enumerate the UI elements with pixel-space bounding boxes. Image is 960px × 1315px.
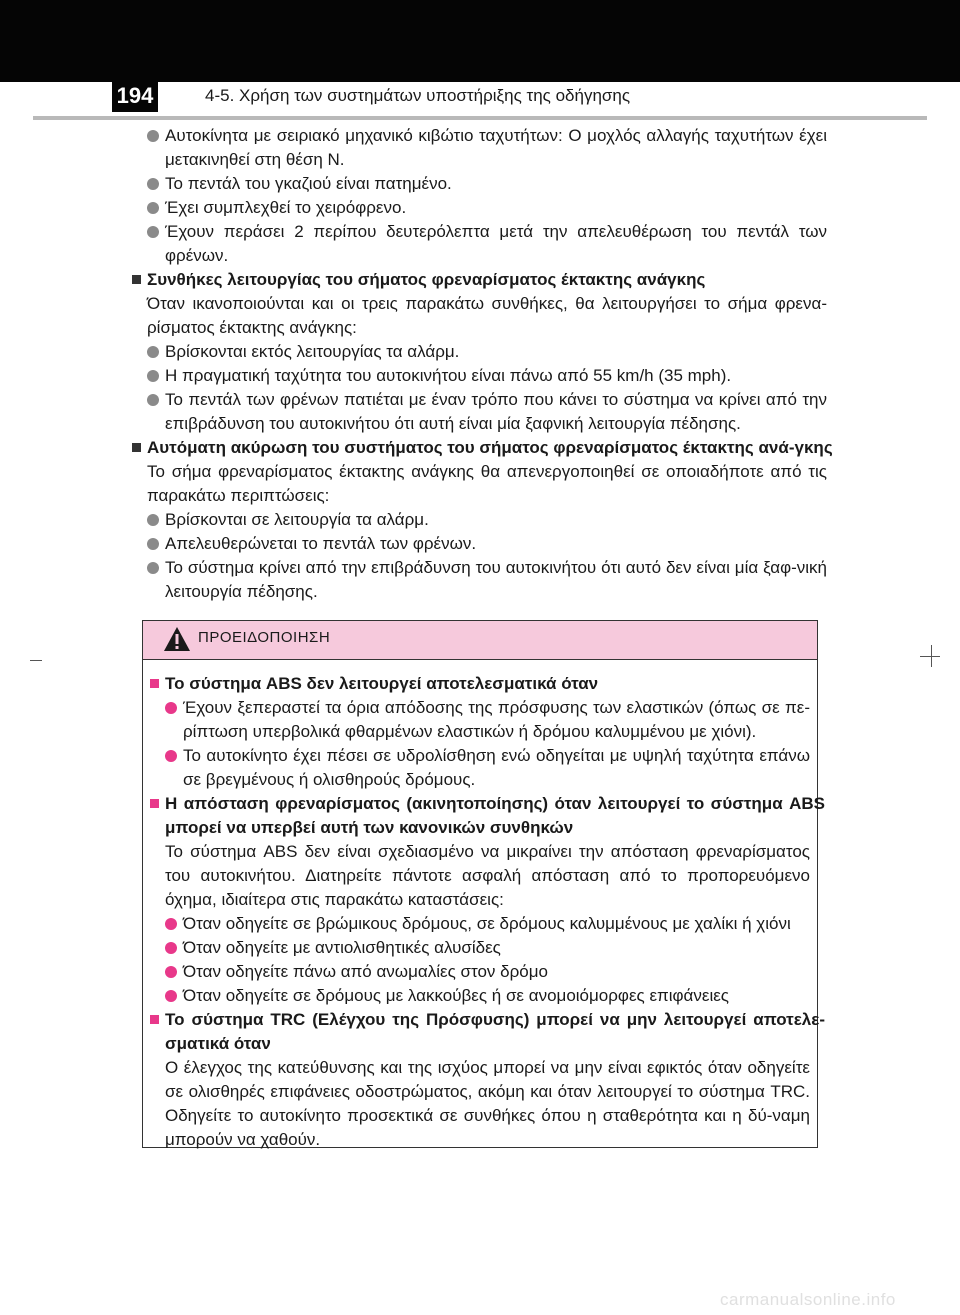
list-item: Έχει συμπλεχθεί το χειρόφρενο. [147, 196, 827, 220]
list-item: Βρίσκονται εκτός λειτουργίας τα αλάρμ. [147, 340, 827, 364]
chapter-title: 4-5. Χρήση των συστημάτων υποστήριξης της οδήγησης [205, 86, 631, 105]
warning-triangle-icon [163, 625, 191, 653]
square-bullet-icon [132, 275, 141, 284]
watermark-text: carmanualsonline.info [720, 1290, 896, 1309]
main-content [147, 124, 833, 604]
warning-header [143, 621, 817, 660]
list-item: Όταν οδηγείτε σε βρώμικους δρόμους, σε δρόμους καλυμμένους με χαλίκι ή χιόνι [165, 912, 810, 936]
bullet-dot-icon [165, 750, 177, 762]
warning-title: ΠΡΟΕΙΔΟΠΟΙΗΣΗ [198, 629, 331, 646]
section-auto-cancel [147, 436, 833, 604]
section-heading: Το σύστημα TRC (Ελέγχου της Πρόσφυσης) μπορεί να μην λειτουργεί αποτελε-σματικά όταν [150, 1008, 825, 1056]
page-number: 194 [112, 80, 158, 112]
section-heading: Αυτόματη ακύρωση του συστήματος του σήματος φρεναρίσματος έκτακτης ανά-γκης [132, 436, 842, 460]
section-text: Ο έλεγχος της κατεύθυνσης και της ισχύος μπορεί να μην είναι εφικτός όταν οδηγείτε σε ολισθηρές επιφάνειες οδοστρώματος, ακόμη και όταν λειτουργεί το σύστημα TRC. Οδηγείτε το αυτοκίνητο προσεκτικά σε συνθήκες όπου η σταθερότητα και η δύ-ναμη μπορούν να χαθούν. [165, 1058, 810, 1149]
bullet-dot-icon [147, 394, 159, 406]
list-item: Όταν οδηγείτε σε δρόμους με λακκούβες ή σε ανομοιόμορφες επιφάνειες [165, 984, 810, 1008]
warning-section-abs [150, 672, 810, 792]
intro-bullets [147, 124, 827, 268]
list-item: Αυτοκίνητα με σειριακό μηχανικό κιβώτιο ταχυτήτων: Ο μοχλός αλλαγής ταχυτήτων έχει μετακινηθεί στη θέση N. [147, 124, 827, 172]
list-item: Όταν οδηγείτε με αντιολισθητικές αλυσίδες [165, 936, 810, 960]
bullet-dot-icon [147, 538, 159, 550]
bullet-dot-icon [165, 918, 177, 930]
bullet-dot-icon [165, 702, 177, 714]
bullet-dot-icon [147, 226, 159, 238]
square-bullet-icon [150, 799, 159, 808]
bullet-dot-icon [165, 942, 177, 954]
section-text: Όταν ικανοποιούνται και οι τρεις παρακάτω συνθήκες, θα λειτουργήσει το σήμα φρενα-ρίσματος έκτακτης ανάγκης: [147, 294, 827, 337]
crop-mark [30, 660, 42, 661]
bullet-dot-icon [147, 202, 159, 214]
crop-mark [931, 645, 932, 667]
section-operating-conditions [147, 268, 827, 436]
bullet-dot-icon [147, 178, 159, 190]
crop-mark [920, 656, 940, 657]
bullet-dot-icon [147, 346, 159, 358]
list-item: Το αυτοκίνητο έχει πέσει σε υδρολίσθηση ενώ οδηγείται με υψηλή ταχύτητα επάνω σε βρεγμένους ή ολισθηρούς δρόμους. [165, 744, 810, 792]
list-item: Έχουν περάσει 2 περίπου δευτερόλεπτα μετά την απελευθέρωση του πεντάλ των φρένων. [147, 220, 827, 268]
bullet-dot-icon [147, 514, 159, 526]
warning-section-trc [150, 1008, 825, 1152]
square-bullet-icon [150, 679, 159, 688]
bullet-dot-icon [165, 990, 177, 1002]
list-item: Έχουν ξεπεραστεί τα όρια απόδοσης της πρόσφυσης των ελαστικών (όπως σε πε-ρίπτωση υπερβολικά φθαρμένων ελαστικών ή δρόμου καλυμμένου με χιόνι). [165, 696, 810, 744]
list-item: Η πραγματική ταχύτητα του αυτοκινήτου είναι πάνω από 55 km/h (35 mph). [147, 364, 827, 388]
bullet-dot-icon [147, 370, 159, 382]
list-item: Το πεντάλ του γκαζιού είναι πατημένο. [147, 172, 827, 196]
section-text: Το σήμα φρεναρίσματος έκτακτης ανάγκης θα απενεργοποιηθεί σε οποιαδήποτε από τις παρακάτω περιπτώσεις: [147, 462, 827, 505]
section-heading: Η απόσταση φρεναρίσματος (ακινητοποίησης) όταν λειτουργεί το σύστημα ABS μπορεί να υπερβεί αυτή των κανονικών συνθηκών [150, 792, 825, 840]
square-bullet-icon [150, 1015, 159, 1024]
warning-section-braking-distance [150, 792, 825, 1008]
list-item: Το σύστημα κρίνει από την επιβράδυνση του αυτοκινήτου ότι αυτό δεν είναι μία ξαφ-νική λειτουργία πέδησης. [147, 556, 827, 604]
warning-body [150, 672, 825, 1152]
section-text: Το σύστημα ABS δεν είναι σχεδιασμένο να μικραίνει την απόσταση φρεναρίσματος του αυτοκινήτου. Διατηρείτε πάντοτε ασφαλή απόσταση από το προπορευόμενο όχημα, ιδιαίτερα στις παρακάτω καταστάσεις: [165, 842, 810, 909]
list-item: Όταν οδηγείτε πάνω από ανωμαλίες στον δρόμο [165, 960, 810, 984]
bullet-dot-icon [147, 130, 159, 142]
list-item: Απελευθερώνεται το πεντάλ των φρένων. [147, 532, 827, 556]
list-item: Το πεντάλ των φρένων πατιέται με έναν τρόπο που κάνει το σύστημα να κρίνει από την επιβράδυνση του αυτοκινήτου ότι αυτή είναι μία ξαφνική λειτουργία πέδησης. [147, 388, 827, 436]
header-rule [33, 116, 927, 120]
warning-box [142, 620, 825, 1149]
list-item: Βρίσκονται σε λειτουργία τα αλάρμ. [147, 508, 827, 532]
top-black-band [0, 0, 960, 82]
bullet-dot-icon [165, 966, 177, 978]
bullet-dot-icon [147, 562, 159, 574]
section-heading: Συνθήκες λειτουργίας του σήματος φρεναρίσματος έκτακτης ανάγκης [132, 268, 842, 292]
section-heading: Το σύστημα ABS δεν λειτουργεί αποτελεσματικά όταν [150, 672, 825, 696]
square-bullet-icon [132, 443, 141, 452]
